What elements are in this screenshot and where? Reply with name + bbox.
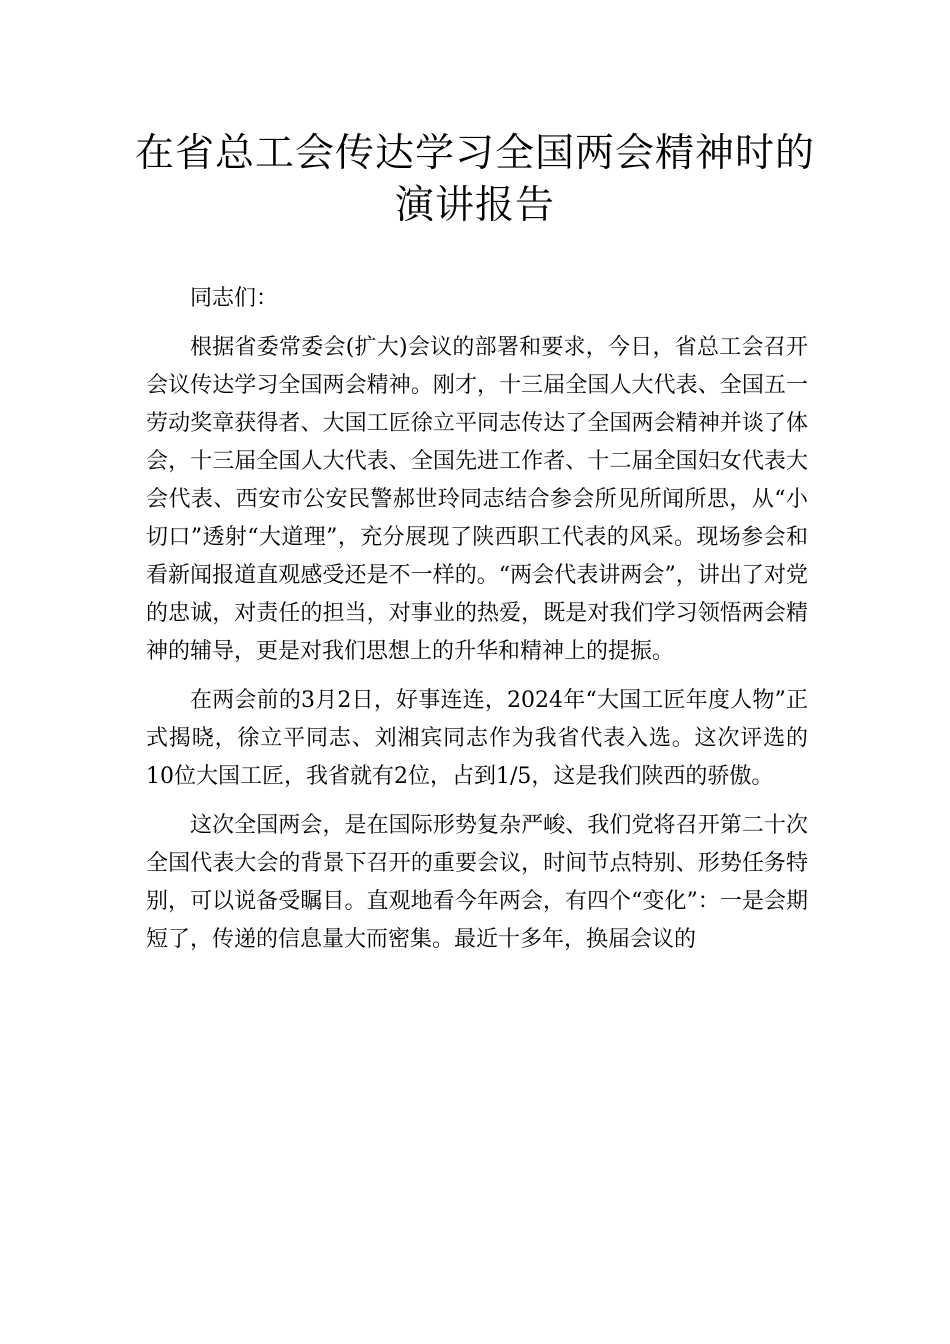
paragraph-2: 在两会前的3月2日，好事连连，2024年“大国工匠年度人物”正式揭晓，徐立平同志、刘湘宾同志作为我省代表入选。这次评选的10位大国工匠，我省就有2位，占到1/5，这是我们陕西的骄傲。 xyxy=(146,688,808,789)
title-line-2: 演讲报告 xyxy=(394,183,555,228)
document-body xyxy=(146,280,808,970)
document-title xyxy=(120,128,830,232)
title-line-1: 在省总工会传达学习全国两会精神时的 xyxy=(134,131,815,176)
paragraph-3: 这次全国两会，是在国际形势复杂严峻、我们党将召开第二十次全国代表大会的背景下召开的重要会议，时间节点特别、形势任务特别，可以说备受瞩目。直观地看今年两会，有四个“变化”：一是会期短了，传递的信息量大而密集。最近十多年，换届会议的 xyxy=(146,813,808,952)
paragraph-1: 根据省委常委会(扩大)会议的部署和要求，今日，省总工会召开会议传达学习全国两会精神。刚才，十三届全国人大代表、全国五一劳动奖章获得者、大国工匠徐立平同志传达了全国两会精神并谈了体会，十三届全国人大代表、全国先进工作者、十二届全国妇女代表大会代表、西安市公安民警郝世玲同志结合参会所见所闻所思，从“小切口”透射“大道理”，充分展现了陕西职工代表的风采。现场参会和看新闻报道直观感受还是不一样的。“两会代表讲两会”，讲出了对党的忠诚，对责任的担当，对事业的热爱，既是对我们学习领悟两会精神的辅导，更是对我们思想上的升华和精神上的提振。 xyxy=(146,335,808,664)
salutation: 同志们： xyxy=(190,286,279,311)
